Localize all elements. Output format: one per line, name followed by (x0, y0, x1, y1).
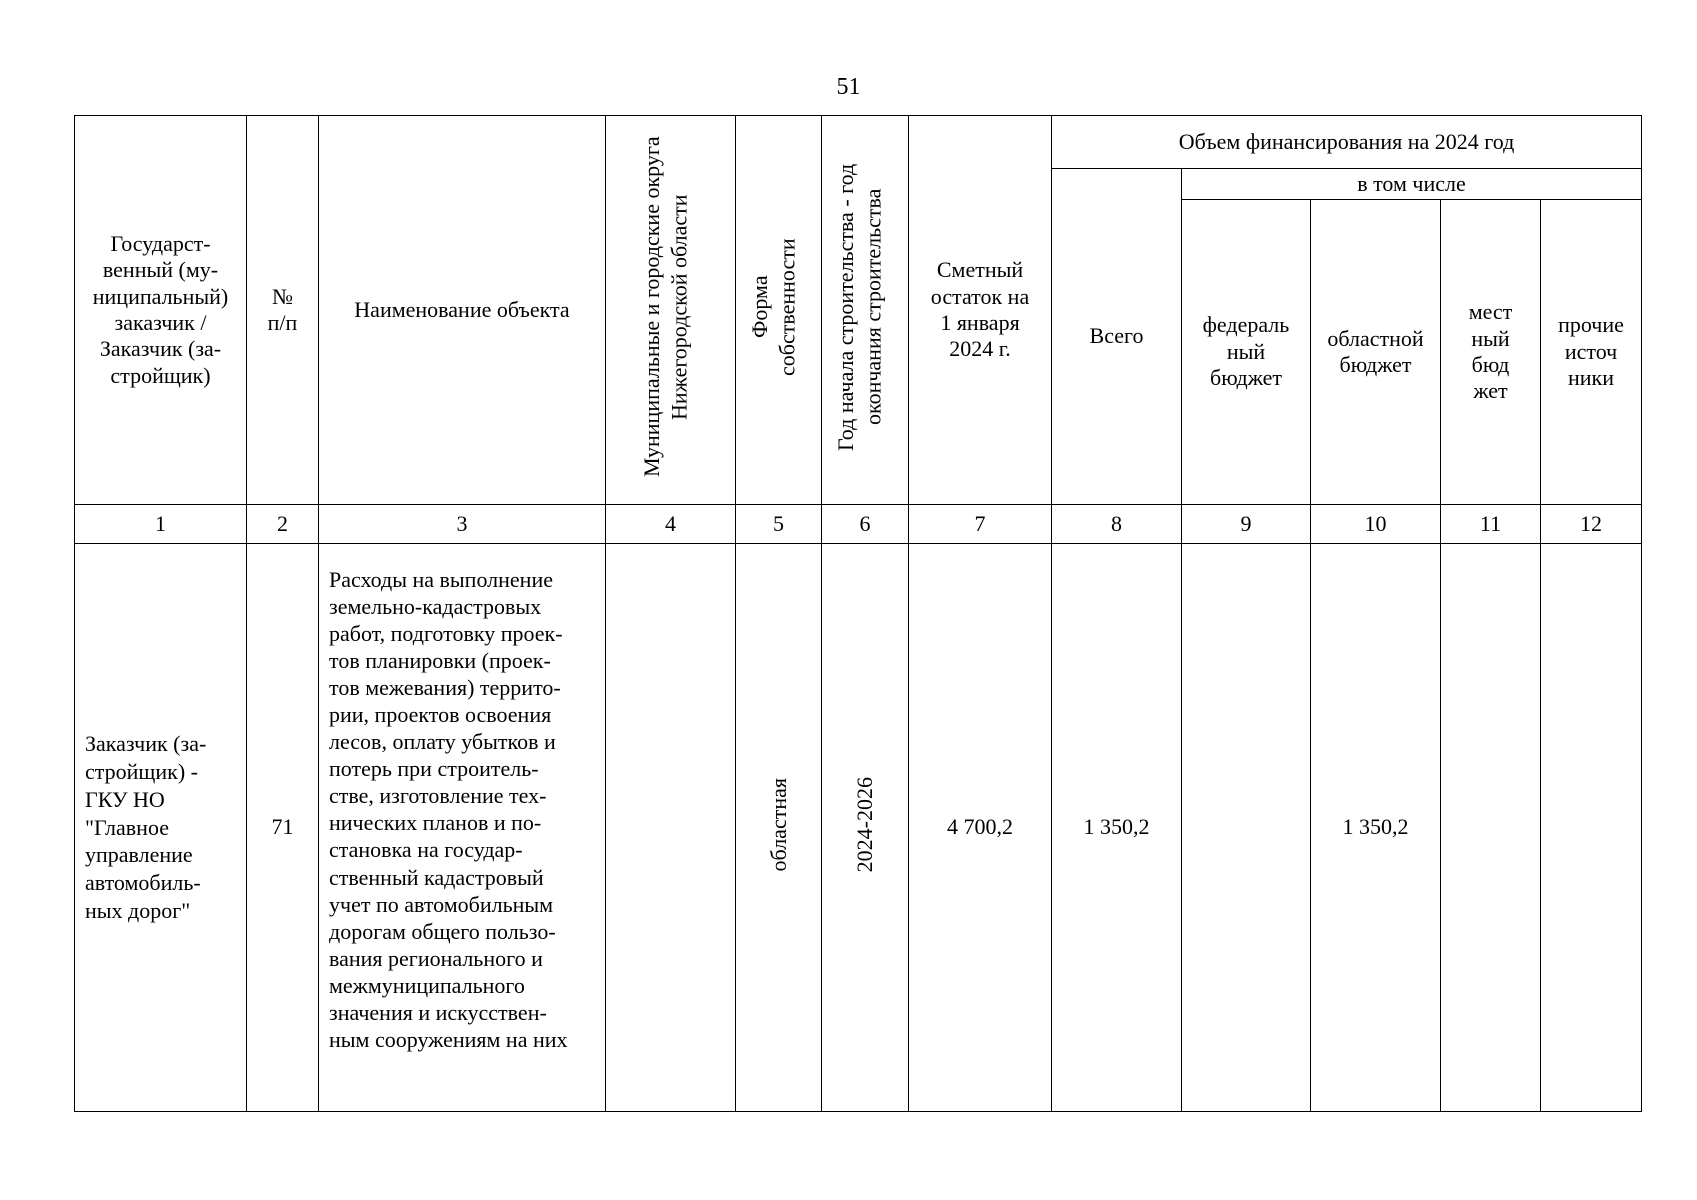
column-number: 10 (1311, 505, 1441, 544)
cell-years (822, 544, 909, 1112)
header-years-text: Год начала строительства - год окончания строительства (833, 163, 886, 451)
cell-ownership-text: областная (765, 777, 791, 872)
column-number: 8 (1052, 505, 1182, 544)
header-regional: областной бюджет (1311, 200, 1441, 505)
header-ownership-text: Форма собственности (746, 238, 799, 376)
header-including: в том числе (1182, 169, 1642, 200)
cell-local (1441, 544, 1541, 1112)
cell-customer: Заказчик (за- стройщик) - ГКУ НО "Главное управление автомобиль- ных дорог" (75, 544, 247, 1112)
column-number: 12 (1541, 505, 1642, 544)
header-other: прочие источ ники (1541, 200, 1642, 505)
column-number: 5 (736, 505, 822, 544)
column-number: 1 (75, 505, 247, 544)
cell-federal (1182, 544, 1311, 1112)
column-number-row (75, 505, 1642, 544)
column-number: 3 (319, 505, 606, 544)
header-estimate: Сметный остаток на 1 января 2024 г. (909, 116, 1052, 505)
header-municipality-text: Муниципальные и городские округа Нижегородской области (638, 136, 691, 478)
financing-table (74, 115, 1642, 1112)
header-number: № п/п (247, 116, 319, 505)
column-number: 2 (247, 505, 319, 544)
page-number: 51 (836, 74, 861, 100)
header-municipality (606, 116, 736, 505)
header-years (822, 116, 909, 505)
header-local: мест ный бюд жет (1441, 200, 1541, 505)
column-number: 7 (909, 505, 1052, 544)
header-customer: Государст- венный (му- ниципальный) заказчик / Заказчик (за- стройщик) (75, 116, 247, 505)
cell-years-text: 2024-2026 (852, 776, 878, 872)
column-number: 11 (1441, 505, 1541, 544)
header-object-name: Наименование объекта (319, 116, 606, 505)
cell-other (1541, 544, 1642, 1112)
header-row-1 (75, 116, 1642, 169)
table-row (75, 544, 1642, 1112)
cell-regional: 1 350,2 (1311, 544, 1441, 1112)
cell-object-name: Расходы на выполнение земельно-кадастровых работ, подготовку проек- тов планировки (проек- тов межевания) террито- рии, проектов освоения лесов, оплату убытков и потерь при строитель- стве, изготовление тех- нических планов и по- становка на государ- ственный кадастровый учет по автомобильным дорогам общего пользо- вания регионального и межмуниципального значения и искусствен- ным сооружениям на них (319, 544, 606, 1112)
cell-municipality (606, 544, 736, 1112)
cell-total: 1 350,2 (1052, 544, 1182, 1112)
column-number: 4 (606, 505, 736, 544)
header-funding-title: Объем финансирования на 2024 год (1052, 116, 1642, 169)
header-federal: федераль ный бюджет (1182, 200, 1311, 505)
column-number: 6 (822, 505, 909, 544)
column-number: 9 (1182, 505, 1311, 544)
cell-number: 71 (247, 544, 319, 1112)
cell-estimate: 4 700,2 (909, 544, 1052, 1112)
cell-ownership (736, 544, 822, 1112)
header-ownership (736, 116, 822, 505)
header-total: Всего (1052, 169, 1182, 505)
